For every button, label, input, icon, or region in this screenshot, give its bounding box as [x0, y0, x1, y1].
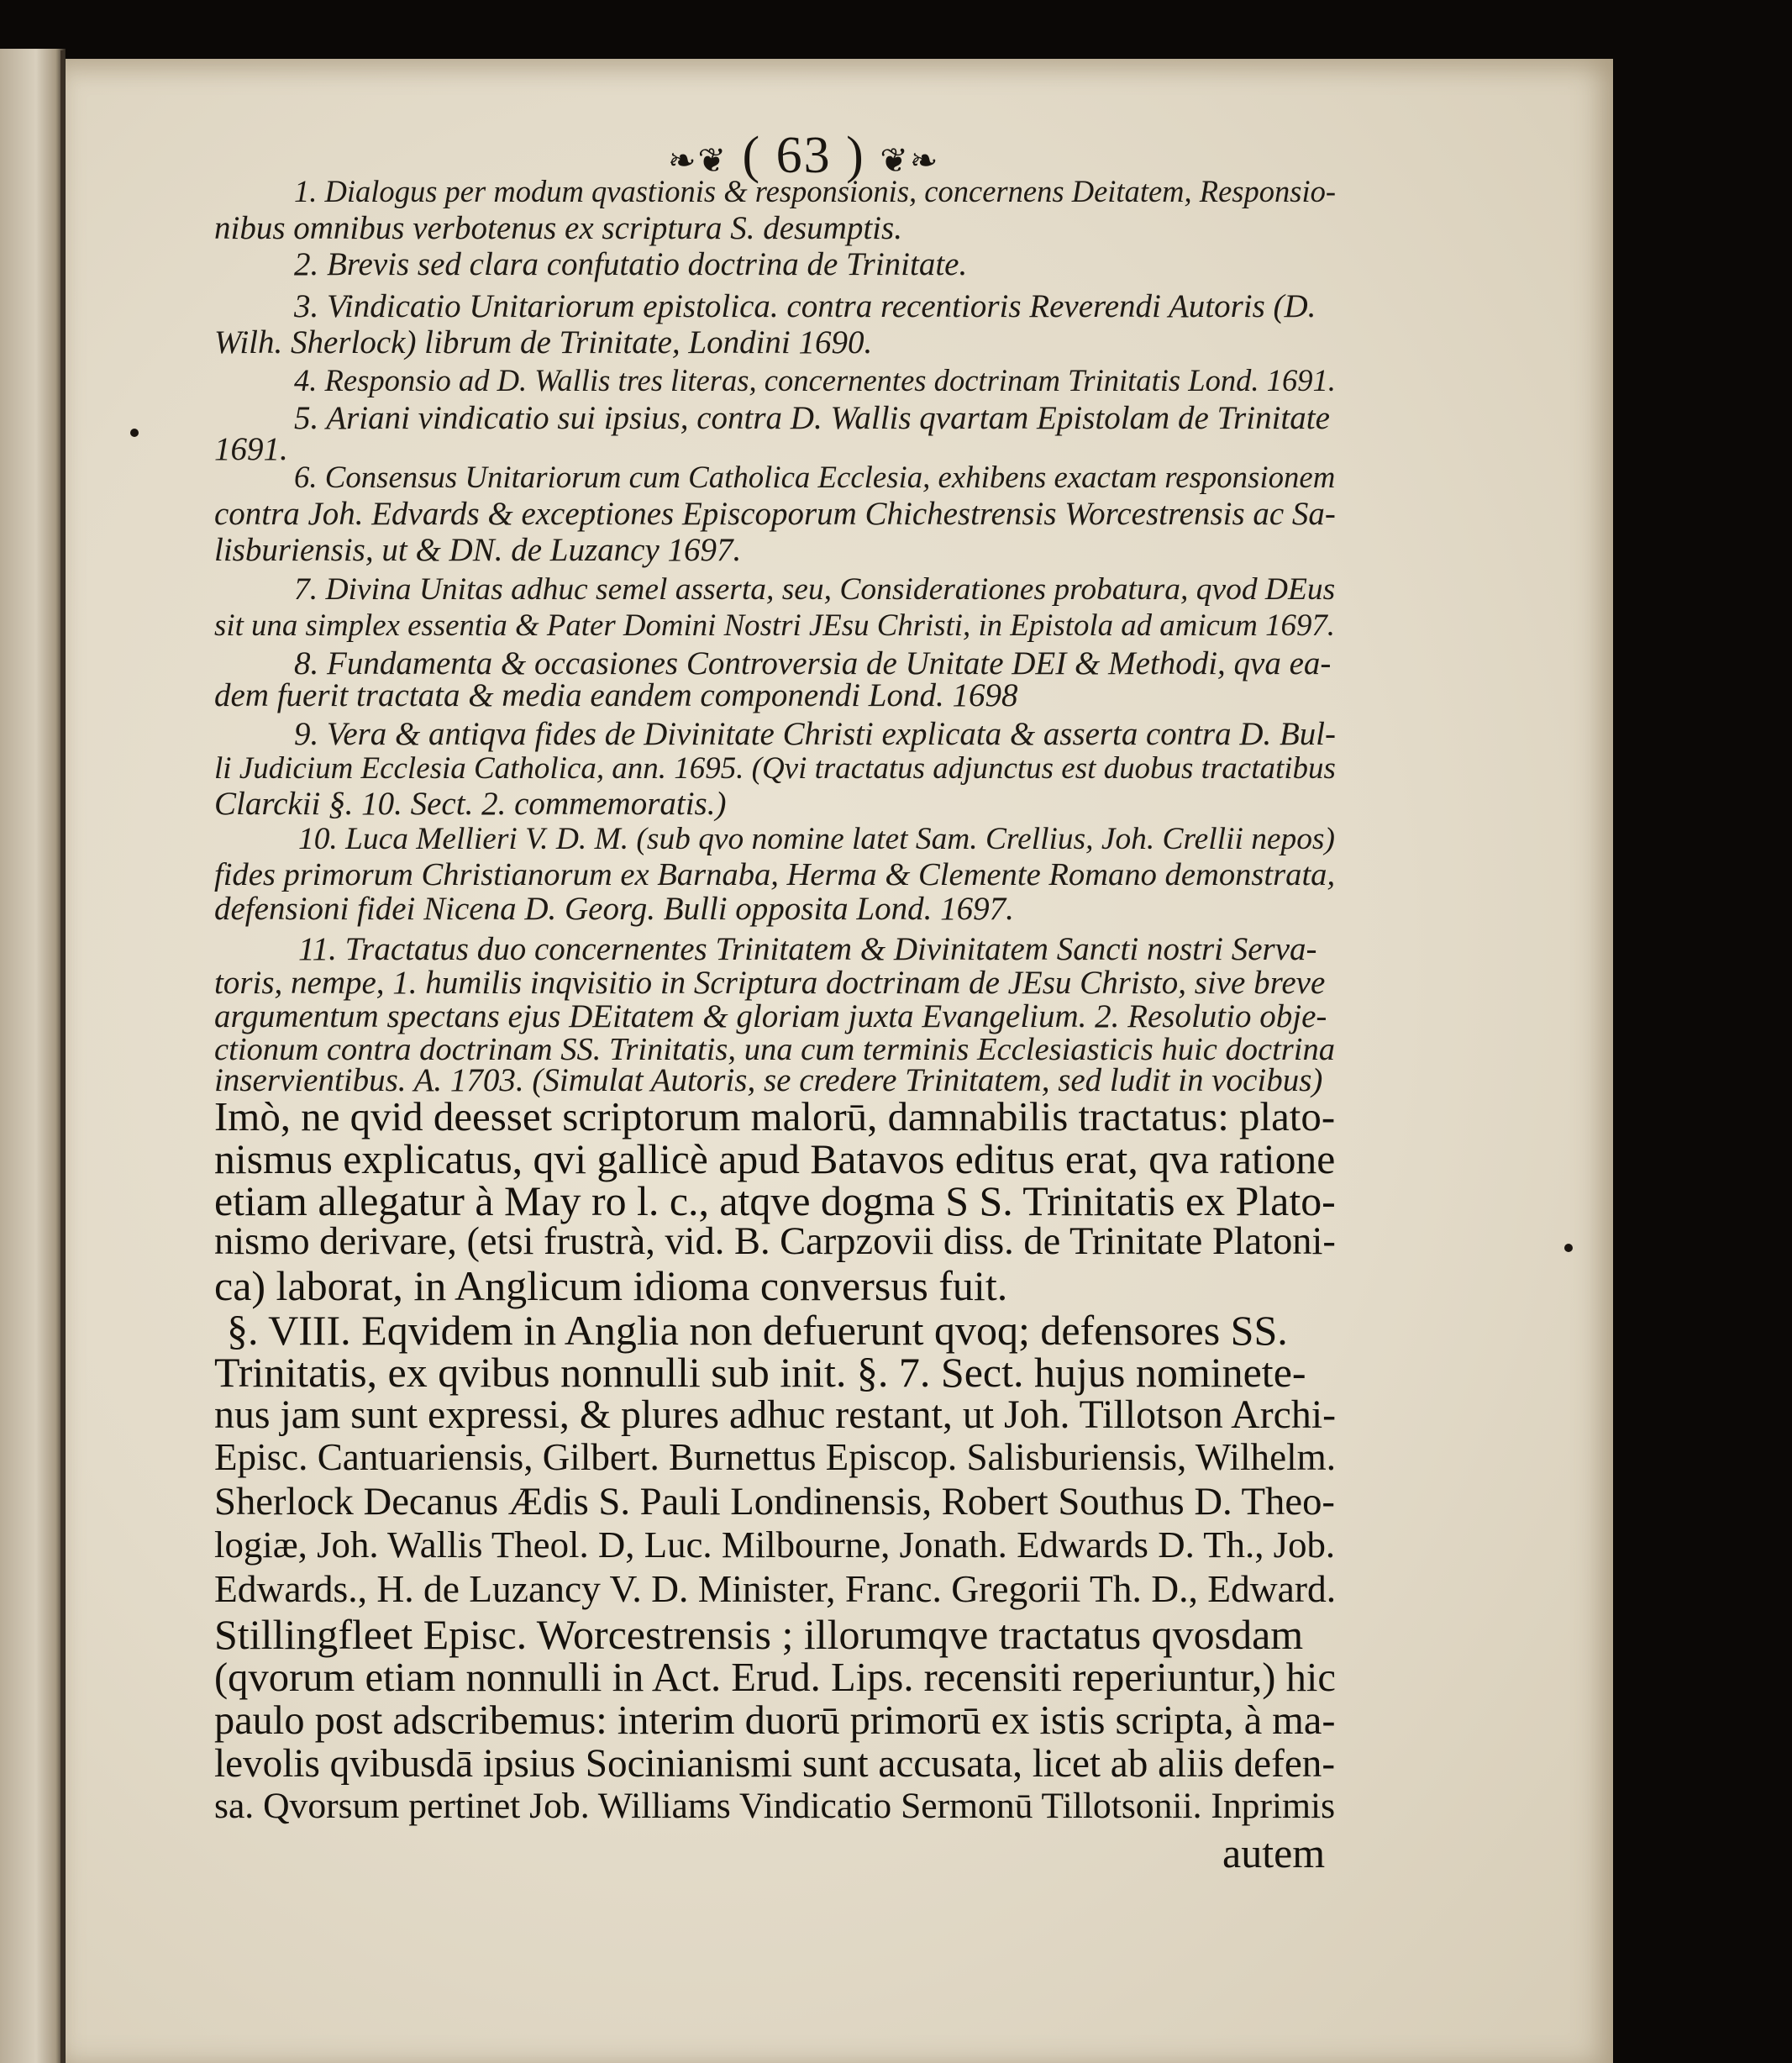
footnote-line: defensioni fidei Nicena D. Georg. Bulli opposita Lond. 1697.	[214, 891, 1014, 927]
left-ornament-icon: ❧❦	[668, 141, 728, 180]
body-line: Sherlock Decanus Ædis S. Pauli Londinensis, Robert Southus D. Theo-	[214, 1480, 1335, 1524]
footnote-line: inservientibus. A. 1703. (Simulat Autoris, se credere Trinitatem, sed ludit in vocibus)	[214, 1062, 1323, 1098]
body-line: ca) laborat, in Anglicum idioma conversus fuit.	[214, 1262, 1008, 1309]
body-line: logiæ, Joh. Wallis Theol. D, Luc. Milbourne, Jonath. Edwards D. Th., Job.	[214, 1524, 1336, 1566]
body-line: Episc. Cantuariensis, Gilbert. Burnettus Episcop. Salisburiensis, Wilhelm.	[214, 1436, 1336, 1478]
footnote-line: 11. Tractatus duo concernentes Trinitatem & Divinitatem Sancti nostri Serva-	[298, 931, 1317, 967]
book-gutter	[60, 50, 64, 2063]
body-line: Imò, ne qvid deesset scriptorum malorū, damnabilis tractatus: plato-	[214, 1093, 1336, 1139]
left-page-edge	[0, 49, 66, 2063]
footnote-line: sit una simplex essentia & Pater Domini Nostri JEsu Christi, in Epistola ad amicum 1697.	[214, 608, 1335, 642]
footnote-line: 10. Luca Mellieri V. D. M. (sub qvo nomine latet Sam. Crellius, Joh. Crellii nepos)	[298, 822, 1335, 856]
ink-speck	[130, 429, 139, 437]
body-line: Stillingfleet Episc. Worcestrensis ; illorumqve tractatus qvosdam	[214, 1611, 1304, 1658]
body-line: nismo derivare, (etsi frustrà, vid. B. Carpzovii diss. de Trinitate Platoni-	[214, 1220, 1336, 1263]
footnote-line: 7. Divina Unitas adhuc semel asserta, seu, Considerationes probatura, qvod DEus	[294, 572, 1336, 607]
footnote-line: 9. Vera & antiqva fides de Divinitate Christi explicata & asserta contra D. Bul-	[294, 716, 1336, 752]
footnote-line: ctionum contra doctrinam SS. Trinitatis, una cum terminis Ecclesiasticis huic doctrina	[214, 1032, 1336, 1067]
footnote-line: li Judicium Ecclesia Catholica, ann. 1695. (Qvi tractatus adjunctus est duobus tractatibus	[214, 750, 1336, 785]
footnote-line: dem fuerit tractata & media eandem componendi Lond. 1698	[214, 677, 1018, 713]
body-line: paulo post adscribemus: interim duorū primorū ex istis scripta, à ma-	[214, 1698, 1336, 1743]
catchword: autem	[1222, 1829, 1326, 1876]
footnote-line: 8. Fundamenta & occasiones Controversia de Unitate DEI & Methodi, qva ea-	[294, 645, 1332, 682]
footnote-line: nibus omnibus verbotenus ex scriptura S. desumptis.	[214, 210, 902, 246]
footnote-line: Clarckii §. 10. Sect. 2. commemoratis.)	[214, 786, 727, 822]
right-ornament-icon: ❦❧	[880, 141, 940, 180]
footnote-line: 6. Consensus Unitariorum cum Catholica Ecclesia, exhibens exactam responsionem	[294, 460, 1336, 494]
body-line: levolis qvibusdā ipsius Socinianismi sunt accusata, licet ab aliis defen-	[214, 1742, 1336, 1786]
body-line: Trinitatis, ex qvibus nonnulli sub init. §. 7. Sect. hujus nominete-	[214, 1349, 1306, 1396]
footnote-line: toris, nempe, 1. humilis inqvisitio in Scriptura doctrinam de JEsu Christo, sive breve	[214, 965, 1326, 1001]
body-line: nismus explicatus, qvi gallicè apud Batavos editus erat, qva ratione	[214, 1136, 1336, 1182]
body-line: sa. Qvorsum pertinet Job. Williams Vindicatio Sermonū Tillotsonii. Inprimis	[214, 1786, 1336, 1826]
ink-speck	[1564, 1244, 1573, 1252]
body-line: nus jam sunt expressi, & plures adhuc restant, ut Joh. Tillotson Archi-	[214, 1392, 1337, 1437]
footnote-line: 5. Ariani vindicatio sui ipsius, contra D. Wallis qvartam Epistolam de Trinitate	[294, 400, 1330, 436]
footnote-line: 2. Brevis sed clara confutatio doctrina de Trinitate.	[294, 246, 968, 282]
footnote-line: 3. Vindicatio Unitariorum epistolica. contra recentioris Reverendi Autoris (D.	[294, 288, 1316, 324]
footnote-line: fides primorum Christianorum ex Barnaba, Herma & Clemente Romano demonstrata,	[214, 857, 1336, 892]
footnote-line: 1691.	[214, 431, 288, 467]
page-number: ( 63 )	[742, 127, 865, 184]
footnote-line: argumentum spectans ejus DEitatem & gloriam juxta Evangelium. 2. Resolutio obje-	[214, 998, 1327, 1034]
footnote-line: contra Joh. Edvards & exceptiones Episcoporum Chichestrensis Worcestrensis ac Sa-	[214, 496, 1336, 532]
footnote-line: Wilh. Sherlock) librum de Trinitate, Londini 1690.	[214, 324, 873, 360]
footnote-line: 4. Responsio ad D. Wallis tres literas, concernentes doctrinam Trinitatis Lond. 1691.	[294, 363, 1336, 397]
footnote-line: 1. Dialogus per modum qvastionis & responsionis, concernens Deitatem, Responsio-	[294, 174, 1337, 208]
body-line: etiam allegatur à May ro l. c., atqve dogma S S. Trinitatis ex Plato-	[214, 1178, 1336, 1224]
body-line: Edwards., H. de Luzancy V. D. Minister, Franc. Gregorii Th. D., Edward.	[214, 1567, 1337, 1610]
body-line: (qvorum etiam nonnulli in Act. Erud. Lips. recensiti reperiuntur,) hic	[214, 1655, 1336, 1700]
footnote-line: lisburiensis, ut & DN. de Luzancy 1697.	[214, 532, 742, 568]
body-line: §. VIII. Eqvidem in Anglia non defuerunt qvoq; defensores SS.	[227, 1307, 1288, 1354]
